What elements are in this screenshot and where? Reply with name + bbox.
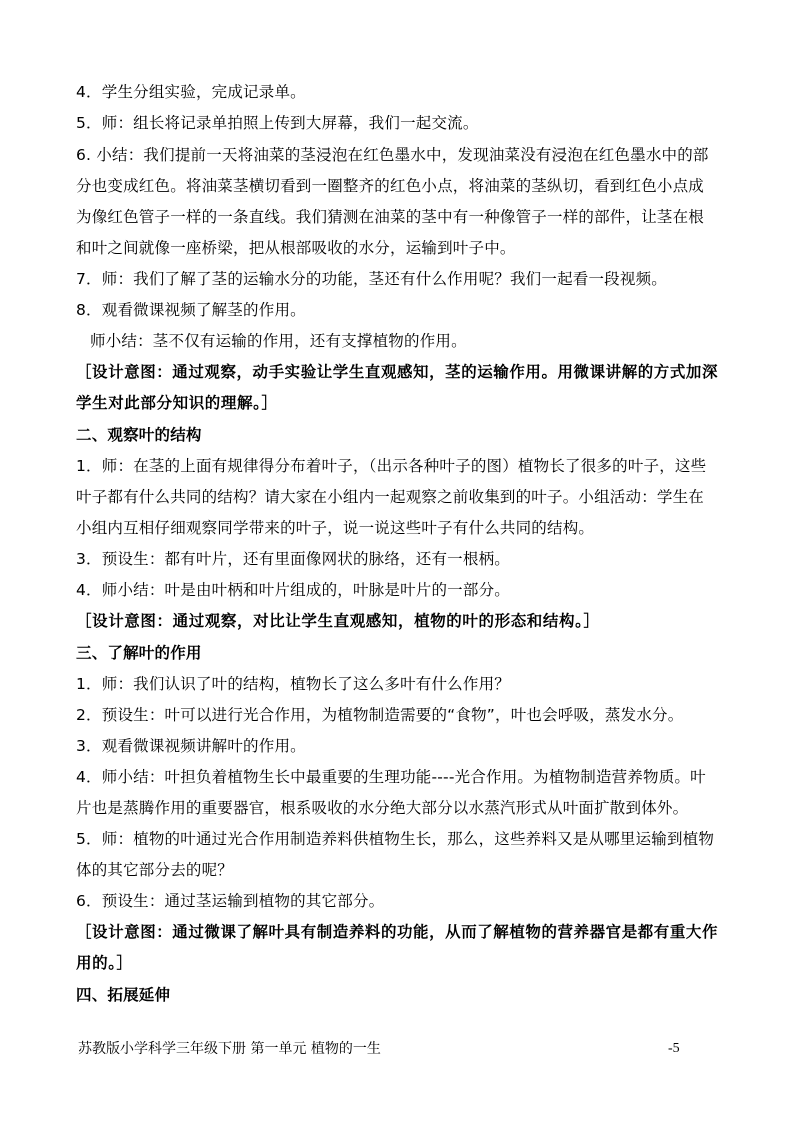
paragraph-line: 师小结：茎不仅有运输的作用，还有支撑植物的作用。 xyxy=(90,332,467,350)
paragraph-line: 4．师小结：叶是由叶柄和叶片组成的，叶脉是叶片的一部分。 xyxy=(76,581,510,599)
paragraph-line: 2．预设生：叶可以进行光合作用，为植物制造需要的“食物”，叶也会呼吸，蒸发水分。 xyxy=(76,706,684,724)
paragraph-line: 小组内互相仔细观察同学带来的叶子，说一说这些叶子有什么共同的结构。 xyxy=(76,519,595,537)
paragraph-line: 1．师：在茎的上面有规律得分布着叶子，（出示各种叶子的图）植物长了很多的叶子，这些 xyxy=(76,457,707,475)
page-footer-title: 苏教版小学科学三年级下册 第一单元 植物的一生 xyxy=(78,1041,381,1057)
paragraph-line: 片也是蒸腾作用的重要器官，根系吸收的水分绝大部分以水蒸汽形式从叶面扩散到体外。 xyxy=(76,799,689,817)
paragraph-line: 7．师：我们了解了茎的运输水分的功能，茎还有什么作用呢？我们一起看一段视频。 xyxy=(76,270,667,288)
design-intent-line: 用的。］ xyxy=(76,953,133,972)
section-heading: 二、观察叶的结构 xyxy=(76,426,202,444)
design-intent-line: ［设计意图：通过微课了解叶具有制造养料的功能，从而了解植物的营养器官是都有重大作 xyxy=(76,922,719,941)
paragraph-line: 1．师：我们认识了叶的结构，植物长了这么多叶有什么作用？ xyxy=(76,675,510,693)
paragraph-line: 体的其它部分去的呢？ xyxy=(76,861,234,879)
paragraph-line: 6. 小结：我们提前一天将油菜的茎浸泡在红色墨水中，发现油菜没有浸泡在红色墨水中的部 xyxy=(76,146,709,164)
section-heading: 三、了解叶的作用 xyxy=(76,644,202,662)
paragraph-line: 4．学生分组实验，完成记录单。 xyxy=(76,83,306,101)
section-heading: 四、拓展延伸 xyxy=(76,986,171,1004)
paragraph-line: 为像红色管子一样的一条直线。我们猜测在油菜的茎中有一种像管子一样的部件，让茎在根 xyxy=(76,208,705,226)
paragraph-line: 3．预设生：都有叶片，还有里面像网状的脉络，还有一根柄。 xyxy=(76,550,510,568)
design-intent-line: ［设计意图：通过观察，对比让学生直观感知，植物的叶的形态和结构。］ xyxy=(76,611,600,630)
design-intent-line: 学生对此部分知识的理解。］ xyxy=(76,393,278,412)
paragraph-line: 8．观看微课视频了解茎的作用。 xyxy=(76,301,306,319)
paragraph-line: 3．观看微课视频讲解叶的作用。 xyxy=(76,737,306,755)
page-number: -5 xyxy=(668,1041,680,1056)
design-intent-line: ［设计意图：通过观察，动手实验让学生直观感知，茎的运输作用。用微课讲解的方式加深 xyxy=(76,362,719,381)
paragraph-line: 和叶之间就像一座桥梁，把从根部吸收的水分，运输到叶子中。 xyxy=(76,239,516,257)
paragraph-line: 5．师：组长将记录单拍照上传到大屏幕，我们一起交流。 xyxy=(76,114,479,132)
paragraph-line: 5．师：植物的叶通过光合作用制造养料供植物生长，那么，这些养料又是从哪里运输到植物 xyxy=(76,830,715,848)
paragraph-line: 分也变成红色。将油菜茎横切看到一圈整齐的红色小点，将油菜的茎纵切，看到红色小点成 xyxy=(76,177,705,195)
paragraph-line: 6．预设生：通过茎运输到植物的其它部分。 xyxy=(76,892,385,910)
paragraph-line: 4．师小结：叶担负着植物生长中最重要的生理功能----光合作用。为植物制造营养物质。叶 xyxy=(76,768,706,786)
paragraph-line: 叶子都有什么共同的结构？请大家在小组内一起观察之前收集到的叶子。小组活动：学生在 xyxy=(76,488,705,506)
